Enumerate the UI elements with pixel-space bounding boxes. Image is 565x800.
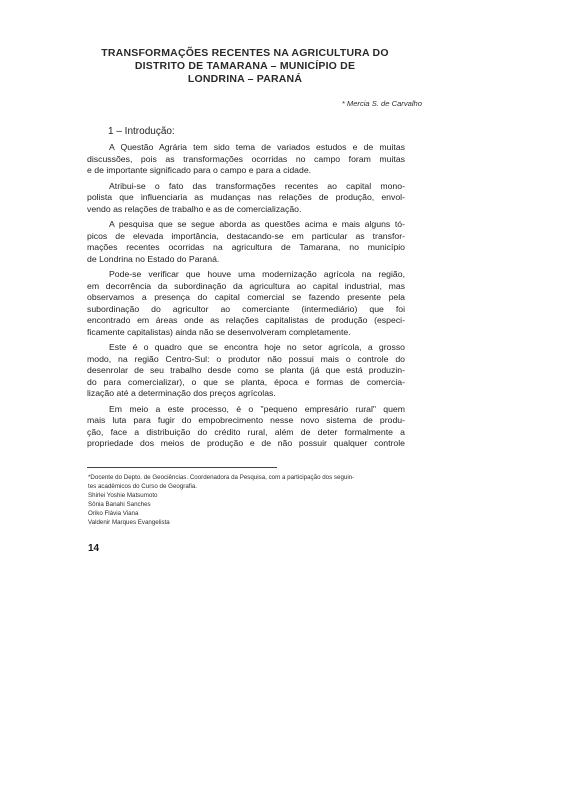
text-line: lização até a determinação dos preços agrícolas. xyxy=(87,388,276,398)
text-line: polista que influenciaria as mudanças nas relações de produção, envol- xyxy=(87,192,405,202)
text-line: Pode-se verificar que houve uma modernização agrícola na região, xyxy=(109,269,405,279)
text-line: A Questão Agrária tem sido tema de variados estudos e de muitas xyxy=(109,142,405,152)
footnote-line: tes acadêmicos do Curso de Geografia. xyxy=(88,483,198,490)
text-line: desenrolar de seu trabalho desde como se planta (já que está produzin- xyxy=(87,365,405,375)
text-line: modo, na região Centro-Sul: o produtor não possui mais o controle do xyxy=(87,353,405,364)
text-line: A pesquisa que se segue aborda as questões acima e mais alguns tó- xyxy=(109,219,405,229)
document-title xyxy=(100,47,390,85)
text-line: de Londrina no Estado do Paraná. xyxy=(87,253,220,264)
paragraph xyxy=(87,219,405,265)
text-line: ção, face a distribuição do crédito rural, além de deter formalmente a xyxy=(87,426,405,437)
text-line: encontrado em áreas onde as relações capitalistas de produção (especi- xyxy=(87,315,405,325)
text-line: Em meio a este processo, é o "pequeno empresário rural" quem xyxy=(109,403,405,414)
page-number: 14 xyxy=(88,543,100,554)
body-text xyxy=(87,142,405,454)
footnote-line: *Docente do Depto. de Geociências. Coordenadora da Pesquisa, com a participação dos seguin- xyxy=(88,474,355,481)
footnote-line: Oriko Flávia Viana xyxy=(88,510,139,517)
footnote-line: Sônia Banahi Sanches xyxy=(88,501,151,508)
text-line: propriedade dos meios de produção e de não possuir qualquer controle xyxy=(87,438,405,448)
text-line: vendo as relações de trabalho e as de comercialização. xyxy=(87,203,302,214)
footnote-divider xyxy=(87,467,277,468)
text-line: picos de elevada importância, destacando-se em particular as transfor- xyxy=(87,230,405,241)
paragraph xyxy=(87,142,405,177)
paragraph xyxy=(87,342,405,400)
paragraph xyxy=(87,404,405,450)
title-line: TRANSFORMAÇÕES RECENTES NA AGRICULTURA DO xyxy=(101,47,389,59)
text-line: ficamente capitalistas) ainda não se desenvolveram completamente. xyxy=(87,326,351,337)
section-heading: 1 – Introdução: xyxy=(108,126,175,137)
paragraph xyxy=(87,269,405,338)
text-line: Atribui-se o fato das transformações recentes ao capital mono- xyxy=(109,180,405,191)
text-line: e de importante significado para o campo e para a cidade. xyxy=(87,165,312,175)
text-line: em decorrência da subordinação da agricultura ao capital industrial, mas xyxy=(87,280,405,291)
text-line: discussões, pois as transformações ocorridas no campo foram muitas xyxy=(87,153,405,164)
text-line: mações recentes ocorridas na agricultura de Tamarana, no município xyxy=(87,242,405,252)
author-name: * Mercia S. de Carvalho xyxy=(341,99,422,108)
paragraph xyxy=(87,181,405,216)
footnotes xyxy=(88,473,418,527)
text-line: observamos a presença do capital comercial se fazendo presente pela xyxy=(87,292,405,302)
text-line: mais luta para fugir do empobrecimento nesse novo sistema de produ- xyxy=(87,415,405,425)
title-line: LONDRINA – PARANÁ xyxy=(187,72,303,85)
footnote-line: Shirlei Yoshie Matsumoto xyxy=(88,492,158,499)
footnote-line: Valdenir Marques Evangelista xyxy=(88,519,170,526)
text-line: do para comercializar), o que se planta, época e formas de comercia- xyxy=(87,376,405,387)
title-line: DISTRITO DE TAMARANA – MUNICÍPIO DE xyxy=(134,59,356,72)
text-line: Este é o quadro que se encontra hoje no setor agrícola, a grosso xyxy=(109,342,405,352)
text-line: subordinação do agricultor ao comerciante (intermediário) que foi xyxy=(87,303,405,314)
